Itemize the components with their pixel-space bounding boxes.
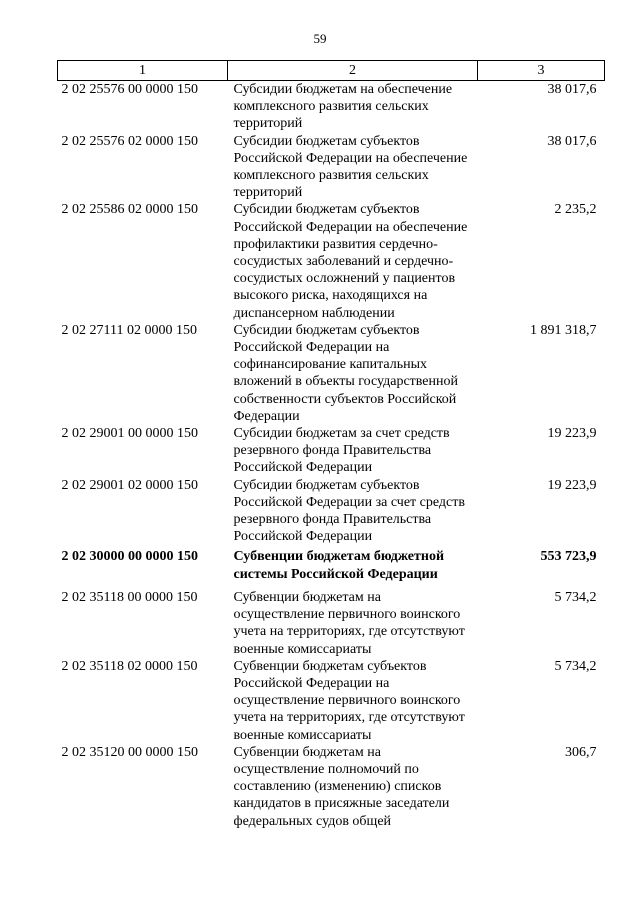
row-code: 2 02 25576 02 0000 150 <box>61 133 198 149</box>
row-description: Субвенции бюджетам на осуществление полномочий по составлению (изменению) списков кандидатов в присяжные заседатели федеральных судов общей <box>233 744 450 829</box>
row-description: Субсидии бюджетам субъектов Российской Федерации за счет средств резервного фонда Правительства Российской Федерации <box>233 477 465 545</box>
column-header-amount: 3 <box>478 61 605 81</box>
table-row <box>58 81 605 133</box>
row-description: Субсидии бюджетам субъектов Российской Федерации на обеспечение профилактики развития сердечно-сосудистых заболеваний и сердечно-сосудистых осложнений у пациентов высокого риска, находящихся на диспансерном наблюдении <box>233 202 468 321</box>
column-header-description: 2 <box>228 61 478 81</box>
row-amount: 38 017,6 <box>547 82 597 97</box>
row-description: Субвенции бюджетам бюджетной системы Российской Федерации <box>233 549 445 582</box>
row-amount: 38 017,6 <box>547 133 597 149</box>
table-row <box>58 477 605 546</box>
table-header <box>58 61 605 81</box>
row-amount: 19 223,9 <box>547 477 597 493</box>
header-row <box>58 61 605 81</box>
row-code: 2 02 35118 02 0000 150 <box>61 658 198 674</box>
row-code: 2 02 29001 02 0000 150 <box>61 477 198 493</box>
table-row <box>58 744 605 830</box>
table-row-section-total <box>58 545 605 588</box>
table-body <box>58 81 605 830</box>
row-description: Субсидии бюджетам за счет средств резервного фонда Правительства Российской Федерации <box>233 426 450 476</box>
row-description: Субсидии бюджетам на обеспечение комплексного развития сельских территорий <box>233 82 453 132</box>
row-amount: 19 223,9 <box>547 426 597 442</box>
row-code: 2 02 35118 00 0000 150 <box>61 589 198 605</box>
row-code: 2 02 30000 00 0000 150 <box>61 549 198 565</box>
page-number: 59 <box>313 31 327 46</box>
row-amount: 306,7 <box>565 744 597 760</box>
row-amount: 5 734,2 <box>554 658 597 674</box>
row-code: 2 02 35120 00 0000 150 <box>61 744 198 760</box>
row-amount: 5 734,2 <box>554 589 597 605</box>
column-header-code: 1 <box>58 61 228 81</box>
row-code: 2 02 27111 02 0000 150 <box>61 322 197 338</box>
table-row <box>58 658 605 744</box>
table-row <box>58 322 605 425</box>
row-description: Субвенции бюджетам субъектов Российской Федерации на осуществление первичного воинского учета на территориях, где отсутствуют военные комиссариаты <box>233 658 465 743</box>
table-row <box>58 589 605 658</box>
row-amount: 1 891 318,7 <box>530 322 597 338</box>
row-code: 2 02 29001 00 0000 150 <box>61 426 198 442</box>
row-description: Субсидии бюджетам субъектов Российской Федерации на софинансирование капитальных вложений в объекты государственной собственности субъектов Российской Федерации <box>233 322 458 424</box>
table-row <box>58 425 605 477</box>
row-amount: 553 723,9 <box>540 549 597 565</box>
row-description: Субвенции бюджетам на осуществление первичного воинского учета на территориях, где отсутствуют военные комиссариаты <box>233 589 465 657</box>
budget-table <box>57 60 605 830</box>
table-row <box>58 201 605 321</box>
row-code: 2 02 25576 00 0000 150 <box>61 82 198 97</box>
row-code: 2 02 25586 02 0000 150 <box>61 202 198 218</box>
row-amount: 2 235,2 <box>554 202 597 218</box>
row-description: Субсидии бюджетам субъектов Российской Федерации на обеспечение комплексного развития сельских территорий <box>233 133 468 201</box>
table-row <box>58 133 605 202</box>
